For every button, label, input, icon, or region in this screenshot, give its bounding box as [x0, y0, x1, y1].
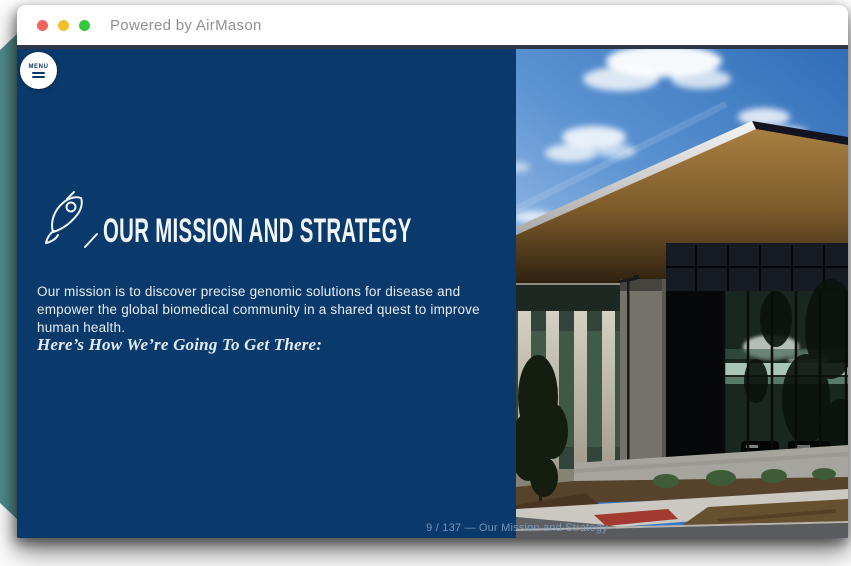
browser-titlebar [17, 5, 848, 45]
page-indicator: 9 / 137 — Our Mission and Strategy [426, 522, 608, 534]
background-accent-ribbon [0, 34, 17, 519]
rocket-icon [45, 190, 101, 250]
menu-button-label: MENU [28, 63, 49, 70]
window-title: Powered by AirMason [110, 16, 262, 34]
mission-panel [17, 49, 516, 538]
hamburger-icon [32, 72, 45, 74]
menu-button[interactable] [20, 52, 57, 89]
building-photo-illustration [516, 49, 848, 538]
zoom-button[interactable] [79, 20, 90, 31]
page-title: OUR MISSION AND STRATEGY [103, 212, 412, 250]
mission-statement: Our mission is to discover precise genomic solutions for disease and empower the global biomedical community in a shared quest to improve human health. [37, 284, 480, 335]
browser-window [17, 5, 848, 538]
minimize-button[interactable] [58, 20, 69, 31]
tagline-text: Here’s How We’re Going To Get There: [37, 335, 323, 354]
building-photo [516, 49, 848, 538]
traffic-lights [37, 20, 90, 31]
close-button[interactable] [37, 20, 48, 31]
hamburger-icon [32, 76, 45, 78]
handbook-page [17, 49, 848, 538]
